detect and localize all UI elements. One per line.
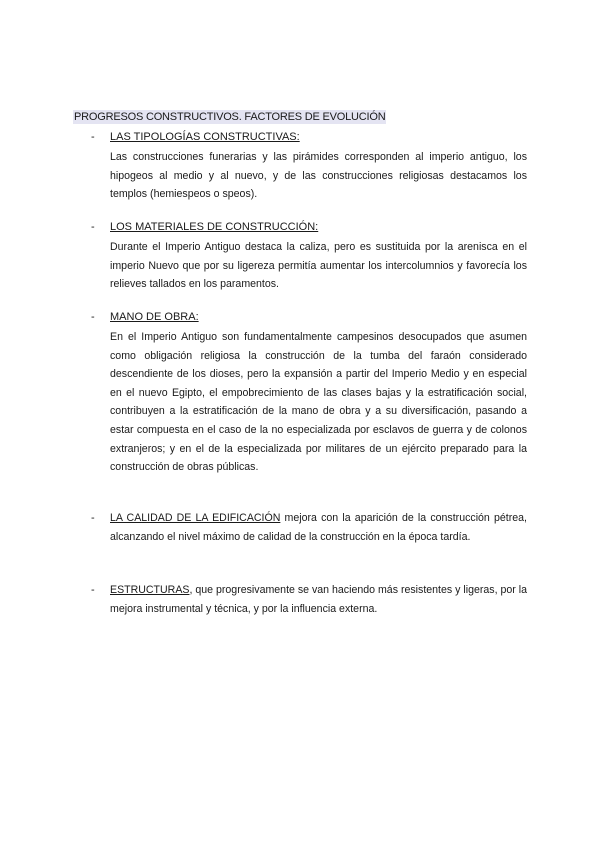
section-text: , que progresivamente se van haciendo más resistentes y ligeras, por la mejora instrumental y técnica, y por la influencia externa. (110, 584, 527, 615)
page-title: PROGRESOS CONSTRUCTIVOS. FACTORES DE EVOLUCIÓN (74, 111, 386, 123)
list-dash: - (91, 584, 95, 596)
list-dash: - (91, 131, 95, 143)
section-text: En el Imperio Antiguo son fundamentalmente campesinos desocupados que asumen como obligación religiosa la construcción de la tumba del faraón considerado descendiente de los dioses, pero la expansión a partir del Imperio Medio y en especial en el nuevo Egipto, el empobrecimiento de las clases bajas y la estratificación social, contribuyen a la estratificación de la mano de obra y a su diversificación, pasando a estar compuesta en el caso de la no especializada por esclavos de guerra y de colonos extranjeros; y en el de la especializada por militares de un ejército preparado para la construcción de obras públicas. (110, 331, 527, 474)
list-dash: - (91, 311, 95, 323)
section-text: Las construcciones funerarias y las pirámides corresponden al imperio antiguo, los hipogeos al medio y al nuevo, y de las construcciones religiosas destacamos los templos (hemiespeos o speos). (110, 151, 527, 201)
section-heading: MANO DE OBRA: (110, 311, 199, 323)
section-text: mejora con la aparición de la construcción pétrea, alcanzando el nivel máximo de calidad de la construcción en la época tardía. (110, 512, 527, 543)
section-text: Durante el Imperio Antiguo destaca la caliza, pero es sustituida por la arenisca en el imperio Nuevo que por su ligereza permitía aumentar los intercolumnios y favorecía los relieves tallados en los paramentos. (110, 241, 527, 291)
section-heading: LA CALIDAD DE LA EDIFICACIÓN (110, 512, 281, 524)
section-heading: LAS TIPOLOGÍAS CONSTRUCTIVAS: (110, 131, 300, 143)
section-heading: LOS MATERIALES DE CONSTRUCCIÓN: (110, 221, 319, 233)
list-dash: - (91, 512, 95, 524)
list-dash: - (91, 221, 95, 233)
section-heading: ESTRUCTURAS (110, 584, 190, 596)
